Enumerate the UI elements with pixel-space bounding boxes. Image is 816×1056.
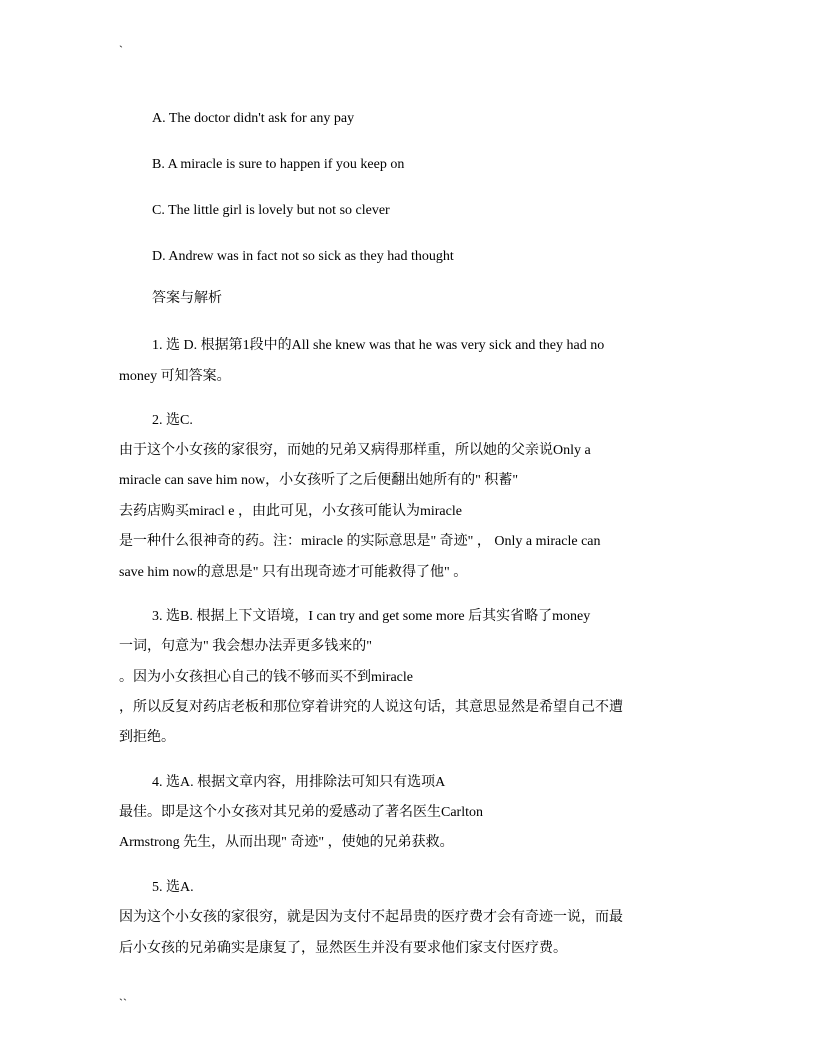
answer-1-line-1: 1. 选 D. 根据第1段中的All she knew was that he was very sick and they had no bbox=[152, 338, 605, 353]
answer-2-line-2: 由于这个小女孩的家很穷，而她的兄弟又病得那样重，所以她的父亲说Only a bbox=[119, 443, 591, 458]
option-c: C. The little girl is lovely but not so clever bbox=[152, 203, 390, 218]
answer-4-line-1: 4. 选A. 根据文章内容，用排除法可知只有选项A bbox=[152, 775, 446, 790]
answer-heading: 答案与解析 bbox=[152, 291, 222, 306]
answer-2-line-6: save him now的意思是" 只有出现奇迹才可能救得了他" 。 bbox=[119, 565, 468, 580]
answer-4-line-2: 最佳。即是这个小女孩对其兄弟的爱感动了著名医生Carlton bbox=[119, 805, 483, 820]
answer-3-line-4: ，所以反复对药店老板和那位穿着讲究的人说这句话，其意思显然是希望自己不遭 bbox=[119, 700, 623, 715]
answer-1-line-2: money 可知答案。 bbox=[119, 369, 231, 384]
option-d: D. Andrew was in fact not so sick as they had thought bbox=[152, 249, 454, 264]
answer-3-line-5: 到拒绝。 bbox=[119, 730, 175, 745]
answer-5-line-3: 后小女孩的兄弟确实是康复了，显然医生并没有要求他们家支付医疗费。 bbox=[119, 941, 567, 956]
option-a: A. The doctor didn't ask for any pay bbox=[152, 111, 355, 126]
answer-2-line-1: 2. 选C. bbox=[152, 413, 193, 428]
answer-3-line-1: 3. 选B. 根据上下文语境，I can try and get some more 后其实省略了money bbox=[152, 609, 591, 624]
answer-3-line-2: 一词，句意为" 我会想办法弄更多钱来的" bbox=[119, 639, 372, 654]
page-header-mark: ` bbox=[119, 43, 123, 57]
answer-2-line-5: 是一种什么很神奇的药。注：miracle 的实际意思是" 奇迹" ， Only a miracle can bbox=[119, 534, 601, 549]
option-b: B. A miracle is sure to happen if you keep on bbox=[152, 157, 405, 172]
answer-4-line-3: Armstrong 先生，从而出现" 奇迹" ，使她的兄弟获救。 bbox=[119, 835, 454, 850]
answer-5-line-2: 因为这个小女孩的家很穷，就是因为支付不起昂贵的医疗费才会有奇迹一说，而最 bbox=[119, 910, 623, 925]
answer-2-line-4: 去药店购买miracl e ，由此可见，小女孩可能认为miracle bbox=[119, 504, 462, 519]
page-footer-mark: `` bbox=[119, 996, 127, 1010]
answer-3-line-3: 。因为小女孩担心自己的钱不够而买不到miracle bbox=[119, 670, 413, 685]
answer-5-line-1: 5. 选A. bbox=[152, 880, 194, 895]
answer-2-line-3: miracle can save him now，小女孩听了之后便翻出她所有的" 积蓄" bbox=[119, 473, 519, 488]
